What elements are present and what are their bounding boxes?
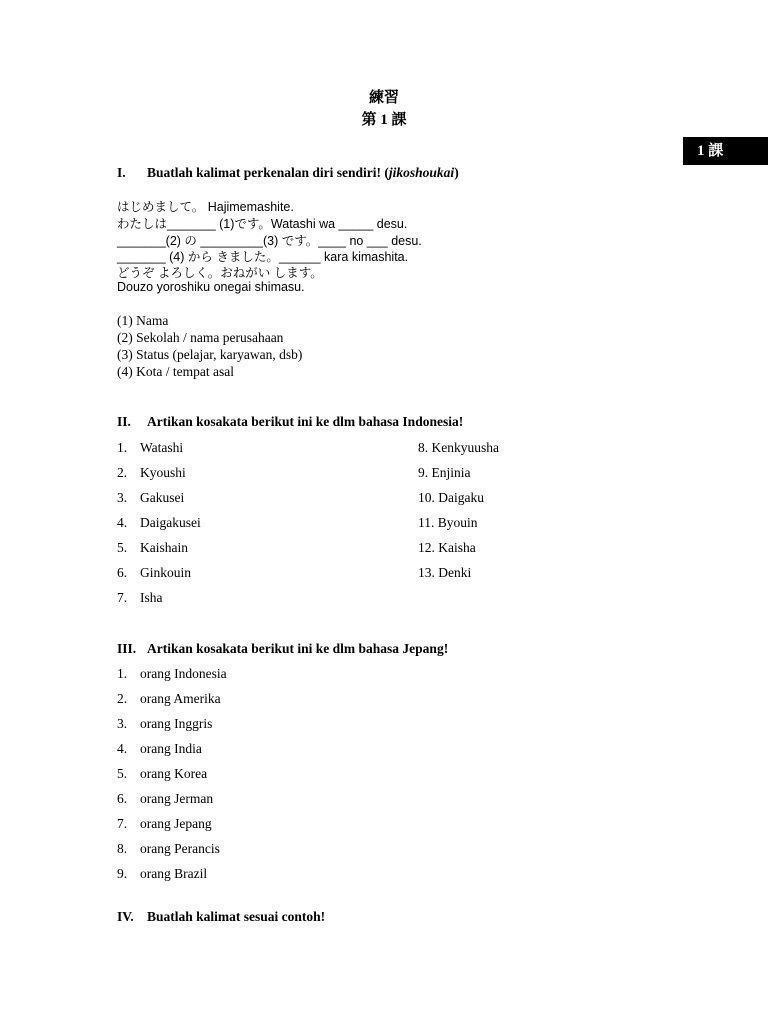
item-text: orang Jerman (140, 791, 214, 806)
intro-line-4: _______ (4) から きました。______ kara kimashita. (117, 250, 409, 264)
item-number: 3. (117, 716, 128, 731)
item-text: orang Indonesia (140, 666, 227, 681)
item-text: Ginkouin (140, 565, 192, 580)
item-text: orang India (140, 741, 202, 756)
list-item: 8. Kenkyuusha (418, 440, 499, 455)
intro-line-3: _______(2) の _________(3) です。____ no ___ desu. (117, 234, 422, 248)
item-text: Kyoushi (140, 465, 186, 480)
item-number: 1. (117, 666, 128, 681)
item-text: orang Jepang (140, 816, 212, 831)
item-number: 4. (117, 741, 128, 756)
note-2: (2) Sekolah / nama perusahaan (117, 330, 284, 345)
item-text: orang Perancis (140, 841, 220, 856)
item-number: 5. (117, 766, 128, 781)
lesson-tab: 1 課 (683, 137, 768, 165)
item-text: orang Brazil (140, 866, 208, 881)
section-1-heading-end: ) (454, 165, 459, 180)
item-number: 8. (117, 841, 128, 856)
list-item: 10. Daigaku (418, 490, 484, 505)
section-3-number: III. (117, 641, 137, 656)
section-4-heading-text: Buatlah kalimat sesuai contoh! (147, 909, 326, 924)
note-3: (3) Status (pelajar, karyawan, dsb) (117, 347, 303, 362)
section-2-number: II. (117, 414, 131, 429)
item-number: 5. (117, 540, 128, 555)
item-number: 7. (117, 816, 128, 831)
section-1-heading (117, 165, 459, 181)
item-text: Gakusei (140, 490, 185, 505)
section-4-heading (117, 909, 325, 925)
intro-line-1: はじめまして。 Hajimemashite. (117, 200, 294, 214)
list-item: 12. Kaisha (418, 540, 476, 555)
list-item: 11. Byouin (418, 515, 478, 530)
lesson-subtitle: 第 1 課 (361, 112, 407, 128)
item-text: Isha (140, 590, 163, 605)
item-number: 2. (117, 465, 128, 480)
section-1-heading-emphasis: jikoshoukai (388, 165, 455, 180)
section-4-number: IV. (117, 909, 134, 924)
note-4: (4) Kota / tempat asal (117, 364, 234, 379)
page-title: 練習 (368, 90, 399, 106)
item-text: orang Amerika (140, 691, 221, 706)
section-3-heading (117, 641, 448, 657)
section-1-heading-text: Buatlah kalimat perkenalan diri sendiri! ( (147, 165, 389, 180)
item-text: orang Inggris (140, 716, 213, 731)
item-number: 3. (117, 490, 128, 505)
list-item: 13. Denki (418, 565, 472, 580)
item-number: 9. (117, 866, 128, 881)
item-number: 6. (117, 791, 128, 806)
item-number: 1. (117, 440, 128, 455)
item-text: orang Korea (140, 766, 208, 781)
section-2-heading (117, 414, 463, 430)
item-number: 4. (117, 515, 128, 530)
item-number: 2. (117, 691, 128, 706)
item-number: 6. (117, 565, 128, 580)
note-1: (1) Nama (117, 313, 169, 328)
item-text: Watashi (140, 440, 184, 455)
intro-line-6: Douzo yoroshiku onegai shimasu. (117, 280, 305, 294)
intro-line-5: どうぞ よろしく。おねがい します。 (117, 266, 323, 280)
section-2-heading-text: Artikan kosakata berikut ini ke dlm bahasa Indonesia! (147, 414, 464, 429)
section-3-heading-text: Artikan kosakata berikut ini ke dlm bahasa Jepang! (147, 641, 449, 656)
section-1-number: I. (117, 165, 126, 180)
item-text: Daigakusei (140, 515, 201, 530)
item-text: Kaishain (140, 540, 188, 555)
intro-line-2: わたしは_______ (1)です。Watashi wa _____ desu. (117, 217, 408, 231)
list-item: 9. Enjinia (418, 465, 471, 480)
item-number: 7. (117, 590, 128, 605)
